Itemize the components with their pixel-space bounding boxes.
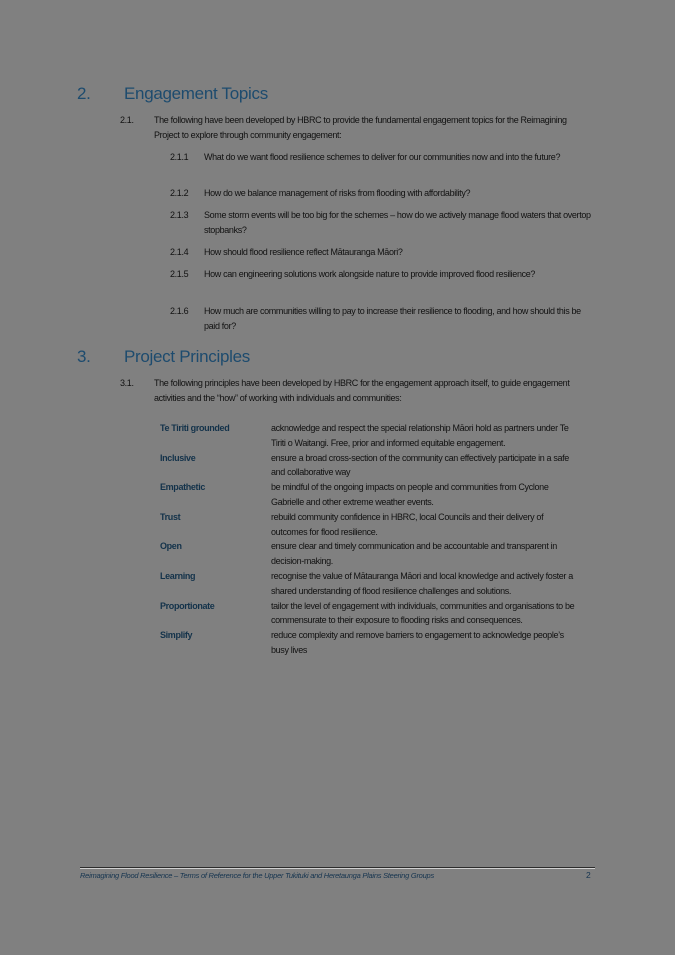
item-number: 2.1.6	[170, 306, 189, 316]
principle-description: be mindful of the ongoing impacts on people and communities from Cyclone Gabrielle and other extreme weather events.	[271, 482, 549, 507]
principle-label: Simplify	[160, 630, 193, 641]
principle-label: Proportionate	[160, 600, 215, 611]
principle-description: reduce complexity and remove barriers to engagement to acknowledge people’s busy lives	[271, 630, 564, 655]
section-number: 3.	[77, 347, 91, 366]
principle-row	[160, 510, 590, 540]
principle-label: Empathetic	[160, 482, 206, 493]
principle-description: rebuild community confidence in HBRC, local Councils and their delivery of outcomes for flood resilience.	[271, 511, 544, 537]
principle-description: acknowledge and respect the special relationship Māori hold as partners under Te Tiriti o Waitangi. Free, prior and informed equitable engagement.	[271, 423, 569, 448]
item-text: How can engineering solutions work alongside nature to provide improved flood resilience?	[204, 269, 536, 279]
item-number: 2.1.2	[170, 188, 189, 198]
section-title: Engagement Topics	[124, 84, 268, 103]
principle-row	[160, 451, 590, 481]
item-number: 2.1.1	[170, 152, 189, 162]
item-text: How should flood resilience reflect Mātauranga Māori?	[204, 247, 403, 257]
footer-page-number: 2	[586, 870, 591, 880]
principle-label: Learning	[160, 570, 196, 581]
principle-description: ensure a broad cross-section of the community can effectively participate in a safe and collaborative way	[271, 452, 569, 478]
item-number: 2.1.4	[170, 247, 189, 257]
paragraph-number: 3.1.	[120, 378, 134, 388]
paragraph-text: The following have been developed by HBRC to provide the fundamental engagement topics for the Reimagining Project to explore through community engagement:	[154, 115, 567, 140]
section-number: 2.	[77, 84, 91, 103]
principle-row	[160, 599, 590, 629]
principle-row	[160, 421, 590, 451]
principles-list	[160, 421, 590, 658]
paragraph-number: 2.1.	[120, 115, 134, 125]
principle-row	[160, 480, 590, 510]
item-number: 2.1.3	[170, 210, 189, 220]
section-title: Project Principles	[124, 347, 250, 366]
principle-description: recognise the value of Mātauranga Māori and local knowledge and actively foster a shared understanding of flood resilience challenges and solutions.	[271, 570, 573, 596]
item-text: How do we balance management of risks from flooding with affordability?	[204, 188, 471, 198]
principle-description: tailor the level of engagement with individuals, communities and organisations to be commensurate to their exposure to flooding risks and consequences.	[271, 600, 575, 626]
item-text: What do we want flood resilience schemes to deliver for our communities now and into the future?	[204, 152, 561, 162]
principle-row	[160, 539, 590, 569]
footer-divider	[80, 867, 595, 868]
footer-document-title: Reimagining Flood Resilience – Terms of Reference for the Upper Tukituki and Heretaunga Plains Steering Groups	[80, 871, 434, 880]
principle-label: Trust	[160, 511, 181, 522]
paragraph-text: The following principles have been developed by HBRC for the engagement approach itself, to guide engagement activities and the “how” of working with individuals and communities:	[154, 378, 570, 403]
item-text: How much are communities willing to pay to increase their resilience to flooding, and how should this be paid for?	[204, 306, 581, 331]
principle-description: ensure clear and timely communication and be accountable and transparent in decision-making.	[271, 541, 557, 567]
principle-row	[160, 628, 590, 658]
item-number: 2.1.5	[170, 269, 189, 279]
item-text: Some storm events will be too big for the schemes – how do we actively manage flood waters that overtop stopbanks?	[204, 210, 591, 235]
principle-row	[160, 569, 590, 599]
principle-label: Te Tiriti grounded	[160, 423, 230, 433]
principle-label: Inclusive	[160, 452, 196, 463]
principle-label: Open	[160, 541, 182, 552]
